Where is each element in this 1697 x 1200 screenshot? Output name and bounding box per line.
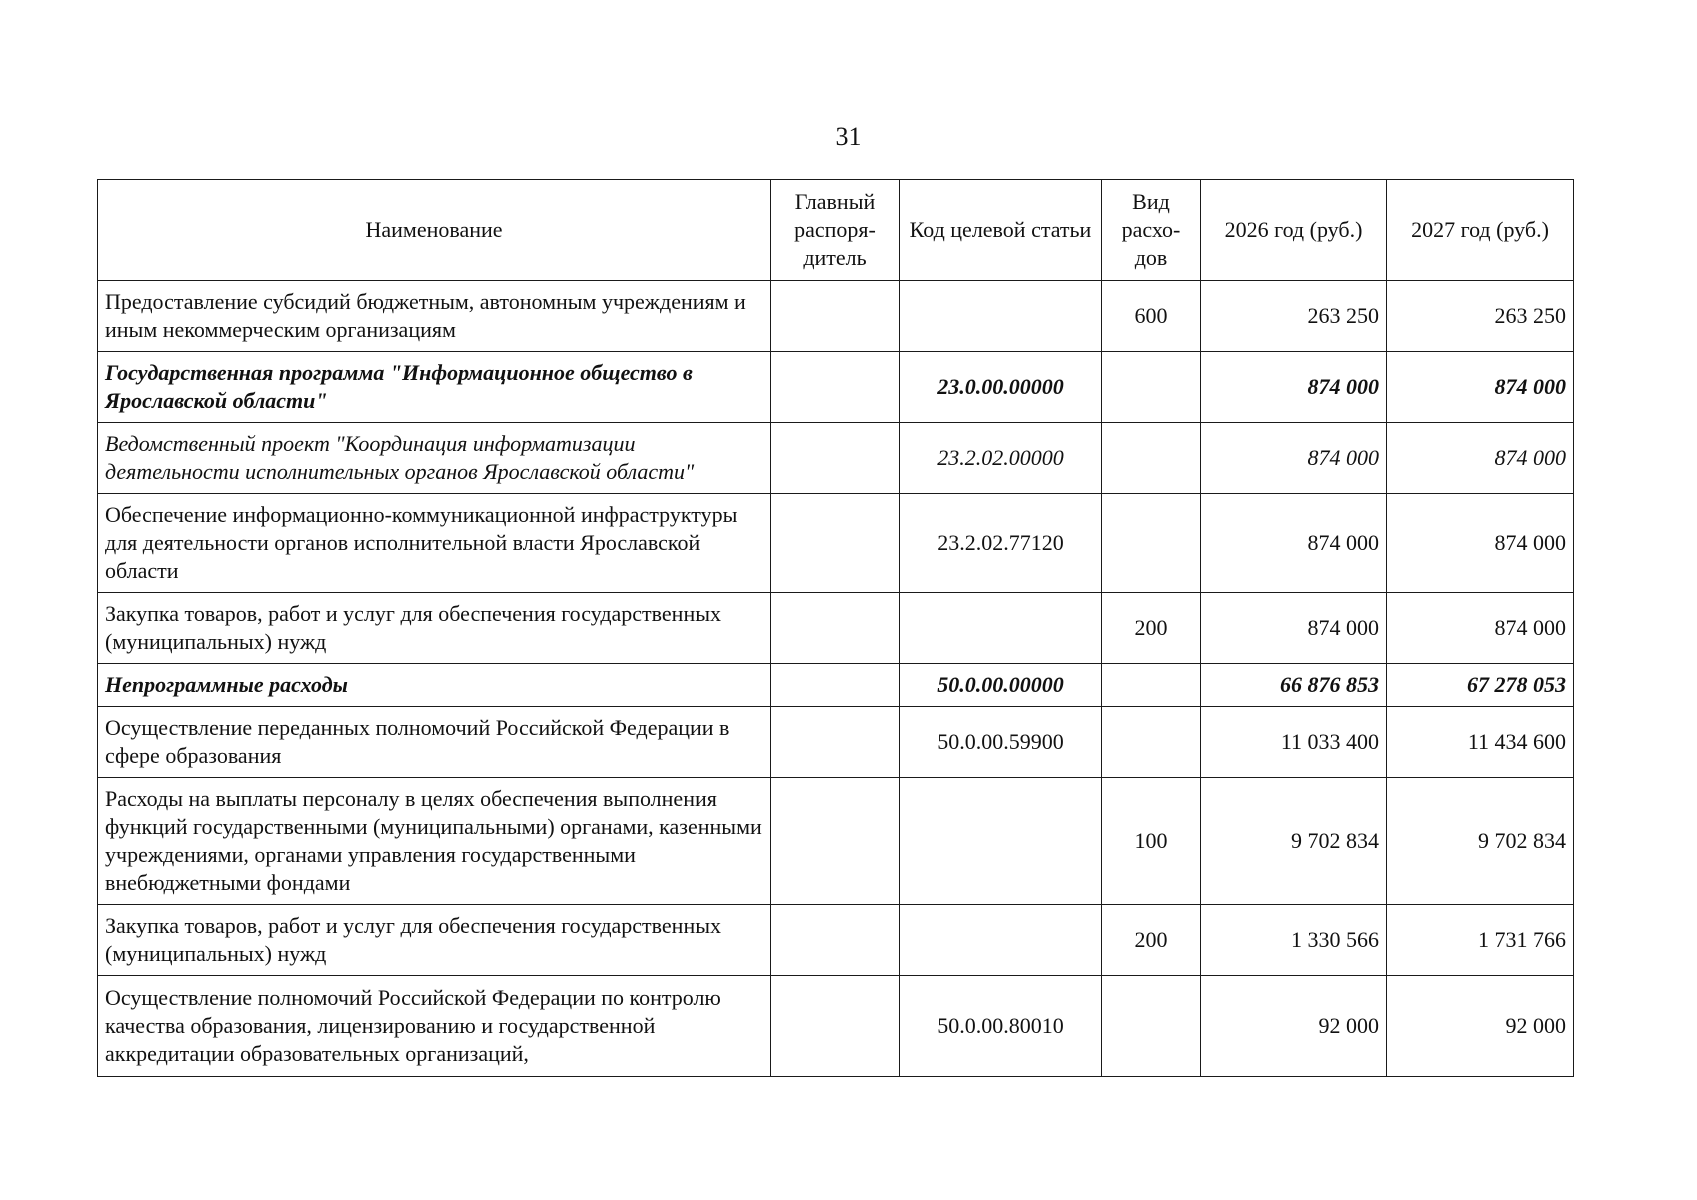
table-row xyxy=(98,593,1574,664)
cell-2027: 874 000 xyxy=(1387,494,1574,593)
cell-code: 23.0.00.00000 xyxy=(900,352,1102,423)
cell-manager xyxy=(771,707,900,778)
cell-manager xyxy=(771,352,900,423)
header-2027: 2027 год (руб.) xyxy=(1387,180,1574,281)
header-name: Наименование xyxy=(98,180,771,281)
cell-2027: 874 000 xyxy=(1387,593,1574,664)
cell-manager xyxy=(771,281,900,352)
cell-code xyxy=(900,905,1102,976)
cell-name: Закупка товаров, работ и услуг для обеспечения государственных (муниципальных) нужд xyxy=(98,905,771,976)
cell-code: 50.0.00.80010 xyxy=(900,976,1102,1077)
cell-type: 200 xyxy=(1102,593,1201,664)
cell-manager xyxy=(771,593,900,664)
table-row xyxy=(98,976,1574,1077)
cell-code xyxy=(900,778,1102,905)
cell-type xyxy=(1102,976,1201,1077)
cell-name: Ведомственный проект "Координация информатизации деятельности исполнительных органов Ярославской области" xyxy=(98,423,771,494)
cell-2027: 92 000 xyxy=(1387,976,1574,1077)
header-code: Код целевой статьи xyxy=(900,180,1102,281)
cell-name: Непрограммные расходы xyxy=(98,664,771,707)
cell-name: Предоставление субсидий бюджетным, автономным учреждениям и иным некоммерческим организациям xyxy=(98,281,771,352)
header-type: Вид расхо-дов xyxy=(1102,180,1201,281)
cell-manager xyxy=(771,976,900,1077)
cell-name: Закупка товаров, работ и услуг для обеспечения государственных (муниципальных) нужд xyxy=(98,593,771,664)
cell-name: Осуществление переданных полномочий Российской Федерации в сфере образования xyxy=(98,707,771,778)
cell-code: 50.0.00.59900 xyxy=(900,707,1102,778)
cell-2026: 874 000 xyxy=(1201,593,1387,664)
cell-code: 23.2.02.00000 xyxy=(900,423,1102,494)
cell-code xyxy=(900,281,1102,352)
cell-2026: 874 000 xyxy=(1201,352,1387,423)
cell-name: Расходы на выплаты персоналу в целях обеспечения выполнения функций государственными (муниципальными) органами, казенными учреждениями, органами управления государственными внебюджетными фондами xyxy=(98,778,771,905)
page-number: 31 xyxy=(835,122,862,151)
table-row xyxy=(98,707,1574,778)
header-2026: 2026 год (руб.) xyxy=(1201,180,1387,281)
cell-manager xyxy=(771,905,900,976)
cell-2026: 874 000 xyxy=(1201,423,1387,494)
table-row xyxy=(98,664,1574,707)
cell-code: 50.0.00.00000 xyxy=(900,664,1102,707)
cell-code xyxy=(900,593,1102,664)
table-row xyxy=(98,494,1574,593)
table-row xyxy=(98,778,1574,905)
cell-2027: 263 250 xyxy=(1387,281,1574,352)
table-row xyxy=(98,423,1574,494)
cell-manager xyxy=(771,664,900,707)
table-row xyxy=(98,352,1574,423)
cell-name: Осуществление полномочий Российской Федерации по контролю качества образования, лицензированию и государственной аккредитации образовательных организаций, xyxy=(98,976,771,1077)
cell-2026: 66 876 853 xyxy=(1201,664,1387,707)
cell-2027: 9 702 834 xyxy=(1387,778,1574,905)
table-row xyxy=(98,281,1574,352)
cell-manager xyxy=(771,778,900,905)
table-row xyxy=(98,905,1574,976)
cell-2027: 874 000 xyxy=(1387,423,1574,494)
cell-2027: 11 434 600 xyxy=(1387,707,1574,778)
cell-2027: 1 731 766 xyxy=(1387,905,1574,976)
cell-name: Обеспечение информационно-коммуникационной инфраструктуры для деятельности органов исполнительной власти Ярославской области xyxy=(98,494,771,593)
header-manager: Главный распоря-дитель xyxy=(771,180,900,281)
cell-2026: 92 000 xyxy=(1201,976,1387,1077)
cell-name: Государственная программа "Информационное общество в Ярославской области" xyxy=(98,352,771,423)
cell-2026: 11 033 400 xyxy=(1201,707,1387,778)
cell-manager xyxy=(771,423,900,494)
cell-2026: 263 250 xyxy=(1201,281,1387,352)
cell-2027: 67 278 053 xyxy=(1387,664,1574,707)
cell-type xyxy=(1102,707,1201,778)
cell-type: 600 xyxy=(1102,281,1201,352)
budget-table xyxy=(97,179,1574,1077)
cell-type xyxy=(1102,664,1201,707)
cell-type xyxy=(1102,423,1201,494)
cell-2027: 874 000 xyxy=(1387,352,1574,423)
table-header-row xyxy=(98,180,1574,281)
cell-2026: 9 702 834 xyxy=(1201,778,1387,905)
cell-2026: 1 330 566 xyxy=(1201,905,1387,976)
cell-code: 23.2.02.77120 xyxy=(900,494,1102,593)
cell-type xyxy=(1102,494,1201,593)
cell-manager xyxy=(771,494,900,593)
cell-type xyxy=(1102,352,1201,423)
cell-2026: 874 000 xyxy=(1201,494,1387,593)
cell-type: 100 xyxy=(1102,778,1201,905)
cell-type: 200 xyxy=(1102,905,1201,976)
